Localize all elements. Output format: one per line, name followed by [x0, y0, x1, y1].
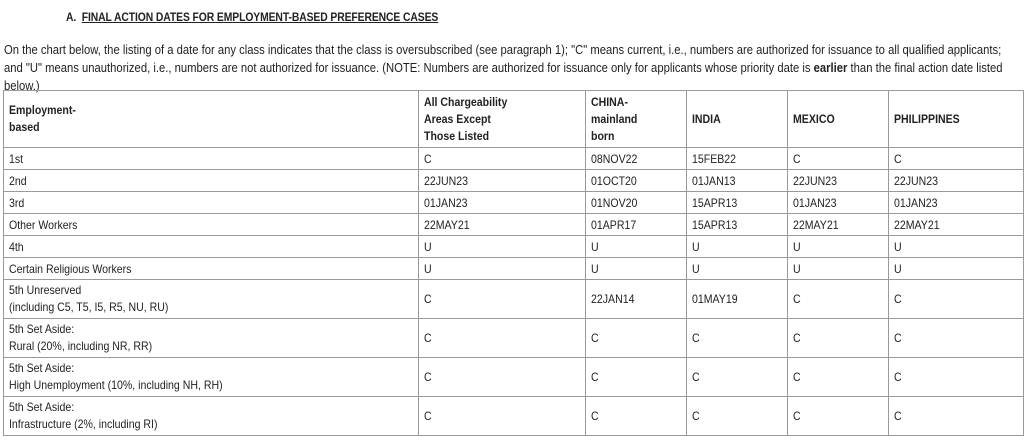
row-label: 3rd: [9, 195, 25, 210]
intro-bold-word: earlier: [813, 61, 848, 75]
date-value: C: [793, 330, 801, 345]
date-value: 22JAN14: [591, 291, 635, 306]
header-philippines: [889, 91, 1024, 148]
table-row: [4, 214, 1024, 236]
date-cell: [889, 319, 1024, 358]
date-cell: [687, 170, 788, 192]
date-cell: [889, 358, 1024, 397]
date-cell: [788, 236, 889, 258]
table-row: [4, 192, 1024, 214]
header-line: Those Listed: [424, 128, 490, 143]
section-title: FINAL ACTION DATES FOR EMPLOYMENT-BASED PREFERENCE CASES: [81, 12, 439, 24]
date-value: C: [894, 151, 902, 166]
date-cell: [419, 170, 586, 192]
date-value: C: [793, 369, 801, 384]
date-value: U: [894, 239, 902, 254]
date-value: 01OCT20: [591, 173, 637, 188]
date-value: C: [793, 291, 801, 306]
date-value: C: [894, 291, 902, 306]
date-cell: [788, 214, 889, 236]
date-value: 15APR13: [692, 217, 738, 232]
date-value: C: [692, 408, 700, 423]
row-label: 5th Unreserved: [9, 283, 82, 297]
header-line: born: [591, 128, 615, 143]
date-value: 22MAY21: [894, 217, 940, 232]
row-label: High Unemployment (10%, including NH, RH): [9, 378, 223, 392]
date-value: C: [591, 369, 599, 384]
date-cell: [788, 358, 889, 397]
date-value: C: [424, 151, 432, 166]
final-action-dates-table: [3, 90, 1024, 436]
date-value: C: [591, 408, 599, 423]
date-cell: [419, 214, 586, 236]
header-mexico: [788, 91, 889, 148]
date-cell: [586, 148, 687, 170]
row-label-cell: [4, 192, 419, 214]
date-cell: [889, 236, 1024, 258]
header-china: [586, 91, 687, 148]
row-label: 5th Set Aside:: [9, 322, 75, 336]
date-cell: [788, 170, 889, 192]
date-cell: [788, 258, 889, 280]
table-body: [4, 148, 1024, 436]
header-line: PHILIPPINES: [894, 111, 960, 126]
row-label-cell: [4, 397, 419, 436]
date-cell: [687, 319, 788, 358]
header-india: [687, 91, 788, 148]
date-value: C: [424, 369, 432, 384]
header-line: All Chargeability: [424, 94, 508, 109]
date-value: U: [894, 261, 902, 276]
header-line: based: [9, 120, 40, 134]
date-cell: [586, 280, 687, 319]
date-value: 22JUN23: [424, 173, 469, 188]
date-cell: [419, 236, 586, 258]
date-value: U: [424, 239, 432, 254]
table-row: [4, 280, 1024, 319]
date-value: C: [692, 369, 700, 384]
section-heading: [66, 12, 438, 24]
row-label-cell: [4, 358, 419, 397]
date-cell: [788, 397, 889, 436]
date-value: U: [793, 239, 801, 254]
intro-text-start: On the chart below, the listing of a date for any class indicates that the class is oversubscribed (see paragraph 1); "C" means current, i.e., numbers are authorized for issuance to all qualified applicants; and "U" means unauthorized, i.e., numbers are not authorized for issuance. (NOTE: Numbers are authorized for issuance only for applicants whose priority date is: [4, 43, 1002, 75]
date-cell: [586, 397, 687, 436]
date-value: C: [692, 330, 700, 345]
table-row: [4, 148, 1024, 170]
table-header-row: [4, 91, 1024, 148]
date-cell: [419, 397, 586, 436]
date-value: 15APR13: [692, 195, 738, 210]
date-value: 01JAN13: [692, 173, 736, 188]
row-label-cell: [4, 319, 419, 358]
date-value: 22MAY21: [424, 217, 470, 232]
date-value: C: [424, 408, 432, 423]
date-value: C: [424, 291, 432, 306]
date-cell: [586, 319, 687, 358]
date-cell: [586, 170, 687, 192]
date-cell: [586, 236, 687, 258]
date-cell: [419, 319, 586, 358]
table-row: [4, 358, 1024, 397]
date-value: U: [591, 261, 599, 276]
row-label: 5th Set Aside:: [9, 400, 75, 414]
date-cell: [788, 280, 889, 319]
header-line: INDIA: [692, 111, 721, 126]
date-cell: [889, 192, 1024, 214]
row-label: 2nd: [9, 173, 27, 188]
date-cell: [788, 192, 889, 214]
date-value: 08NOV22: [591, 151, 638, 166]
date-cell: [889, 214, 1024, 236]
date-value: 22MAY21: [793, 217, 839, 232]
date-value: C: [793, 151, 801, 166]
date-cell: [419, 280, 586, 319]
row-label: 1st: [9, 151, 24, 166]
date-cell: [687, 358, 788, 397]
row-label-cell: [4, 148, 419, 170]
row-label-cell: [4, 236, 419, 258]
date-cell: [687, 148, 788, 170]
table-row: [4, 236, 1024, 258]
header-line: Employment-: [9, 103, 76, 117]
table-row: [4, 319, 1024, 358]
row-label-cell: [4, 170, 419, 192]
date-value: 22JUN23: [894, 173, 939, 188]
date-value: 01NOV20: [591, 195, 638, 210]
date-cell: [419, 192, 586, 214]
date-value: 01JAN23: [424, 195, 468, 210]
date-cell: [586, 192, 687, 214]
header-line: CHINA-: [591, 94, 628, 109]
date-cell: [788, 148, 889, 170]
date-value: C: [424, 330, 432, 345]
table-row: [4, 258, 1024, 280]
row-label-cell: [4, 258, 419, 280]
date-cell: [586, 358, 687, 397]
row-label-cell: [4, 280, 419, 319]
date-cell: [889, 258, 1024, 280]
date-cell: [419, 148, 586, 170]
table-row: [4, 170, 1024, 192]
date-cell: [419, 258, 586, 280]
date-value: 22JUN23: [793, 173, 838, 188]
date-value: U: [424, 261, 432, 276]
row-label: Other Workers: [9, 217, 78, 232]
row-label: Rural (20%, including NR, RR): [9, 339, 153, 353]
header-line: mainland: [591, 111, 638, 126]
header-all-chargeability: [419, 91, 586, 148]
table-row: [4, 397, 1024, 436]
date-value: 01APR17: [591, 217, 637, 232]
row-label: Infrastructure (2%, including RI): [9, 417, 158, 431]
date-cell: [586, 258, 687, 280]
date-cell: [889, 397, 1024, 436]
date-value: 15FEB22: [692, 151, 737, 166]
date-value: C: [894, 369, 902, 384]
section-letter: A.: [66, 12, 77, 24]
date-value: C: [793, 408, 801, 423]
row-label-cell: [4, 214, 419, 236]
date-cell: [687, 258, 788, 280]
date-cell: [889, 280, 1024, 319]
date-value: C: [894, 408, 902, 423]
date-value: U: [591, 239, 599, 254]
intro-paragraph: [4, 41, 1012, 95]
date-cell: [889, 148, 1024, 170]
row-label: 4th: [9, 239, 24, 254]
header-line: MEXICO: [793, 111, 835, 126]
date-cell: [889, 170, 1024, 192]
date-cell: [687, 236, 788, 258]
date-cell: [687, 214, 788, 236]
date-value: C: [591, 330, 599, 345]
header-line: Areas Except: [424, 111, 491, 126]
date-value: U: [692, 239, 700, 254]
date-cell: [586, 214, 687, 236]
header-employment-based: [4, 91, 419, 148]
date-cell: [419, 358, 586, 397]
date-cell: [687, 397, 788, 436]
date-value: 01MAY19: [692, 291, 738, 306]
row-label: Certain Religious Workers: [9, 261, 132, 276]
row-label: 5th Set Aside:: [9, 361, 75, 375]
date-value: U: [793, 261, 801, 276]
date-value: 01JAN23: [793, 195, 837, 210]
date-cell: [687, 280, 788, 319]
date-cell: [687, 192, 788, 214]
date-value: 01JAN23: [894, 195, 938, 210]
date-value: C: [894, 330, 902, 345]
row-label: (including C5, T5, I5, R5, NU, RU): [9, 300, 169, 314]
date-value: U: [692, 261, 700, 276]
date-cell: [788, 319, 889, 358]
intro-text-end: than the final action date listed below.): [4, 61, 1003, 93]
